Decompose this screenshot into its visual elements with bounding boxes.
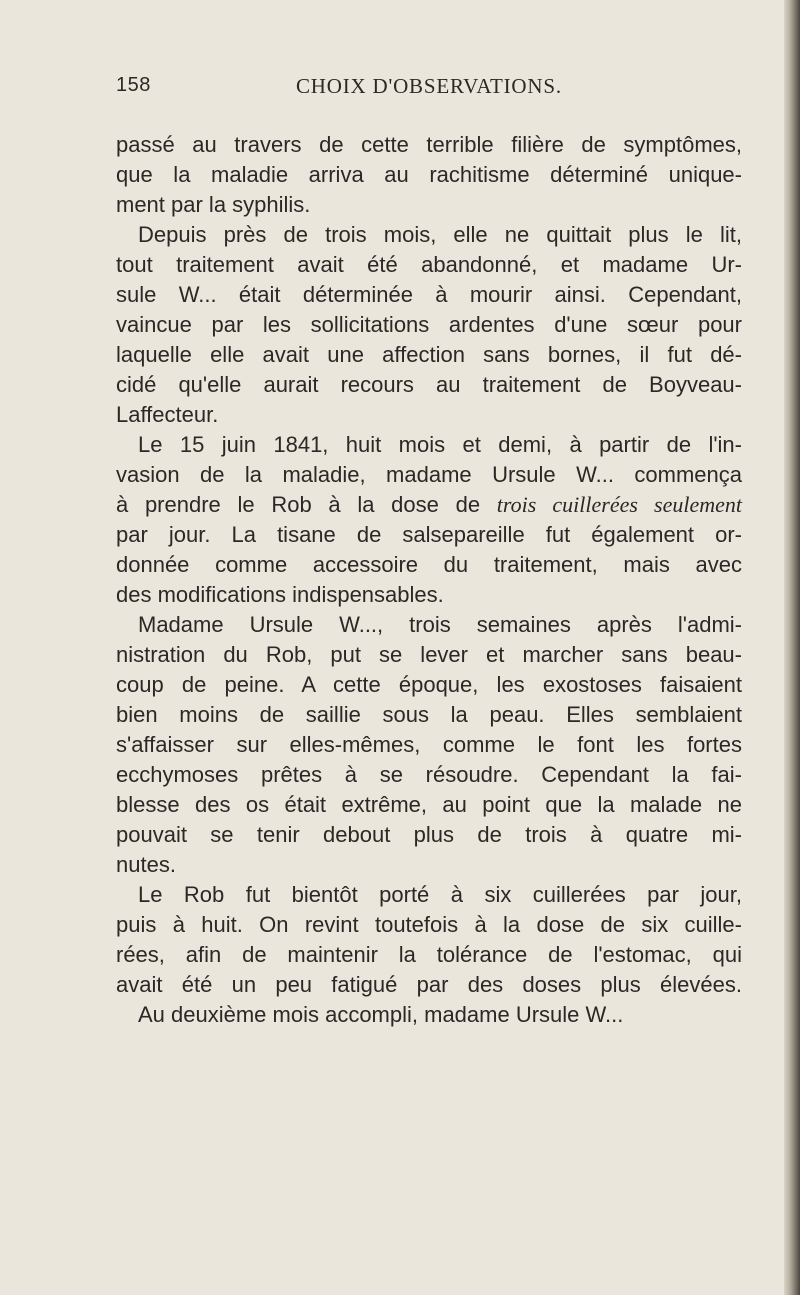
text-line: pouvait se tenir debout plus de trois à quatre mi-: [116, 822, 742, 847]
page-header: [116, 74, 740, 110]
text-line: passé au travers de cette terrible filière de symptômes,: [116, 132, 742, 157]
text-line: Au deuxième mois accompli, madame Ursule W...: [138, 1002, 624, 1027]
text-line: nutes.: [116, 852, 176, 877]
text-line: des modifications indispensables.: [116, 582, 444, 607]
text-line: s'affaisser sur elles-mêmes, comme le font les fortes: [116, 732, 742, 757]
text-line: blesse des os était extrême, au point que la malade ne: [116, 792, 742, 817]
text-line-with-italic: [116, 490, 742, 520]
italic-phrase: trois cuillerées seulement: [496, 492, 742, 517]
text-line: laquelle elle avait une affection sans bornes, il fut dé-: [116, 342, 742, 367]
text-line: bien moins de saillie sous la peau. Elles semblaient: [116, 702, 742, 727]
text-line: cidé qu'elle aurait recours au traitement de Boyveau-: [116, 372, 742, 397]
page-number: 158: [116, 74, 151, 96]
text-line: Le Rob fut bientôt porté à six cuillerées par jour,: [138, 882, 742, 907]
text-line: avait été un peu fatigué par des doses plus élevées.: [116, 972, 742, 997]
text-line: coup de peine. A cette époque, les exostoses faisaient: [116, 672, 742, 697]
text-line: rées, afin de maintenir la tolérance de l'estomac, qui: [116, 942, 742, 967]
text-line: Laffecteur.: [116, 402, 219, 427]
text-line: vasion de la maladie, madame Ursule W... commença: [116, 462, 742, 487]
running-title: CHOIX D'OBSERVATIONS.: [296, 74, 562, 98]
text-line: Le 15 juin 1841, huit mois et demi, à partir de l'in-: [138, 432, 742, 457]
text-line: tout traitement avait été abandonné, et madame Ur-: [116, 252, 742, 277]
text-segment: à prendre le Rob à la dose de: [116, 492, 497, 517]
text-line: Depuis près de trois mois, elle ne quittait plus le lit,: [138, 222, 742, 247]
text-line: nistration du Rob, put se lever et marcher sans beau-: [116, 642, 742, 667]
text-line: ment par la syphilis.: [116, 192, 311, 217]
text-line: puis à huit. On revint toutefois à la dose de six cuille-: [116, 912, 742, 937]
text-line: vaincue par les sollicitations ardentes d'une sœur pour: [116, 312, 742, 337]
text-line: donnée comme accessoire du traitement, mais avec: [116, 552, 742, 577]
text-line: sule W... était déterminée à mourir ainsi. Cependant,: [116, 282, 742, 307]
body-text: [116, 130, 742, 1030]
text-line: que la maladie arriva au rachitisme déterminé unique-: [116, 162, 742, 187]
text-line: Madame Ursule W..., trois semaines après l'admi-: [138, 612, 742, 637]
text-line: par jour. La tisane de salsepareille fut également or-: [116, 522, 742, 547]
page-edge-shadow: [784, 0, 800, 1295]
text-line: ecchymoses prêtes à se résoudre. Cependant la fai-: [116, 762, 742, 787]
